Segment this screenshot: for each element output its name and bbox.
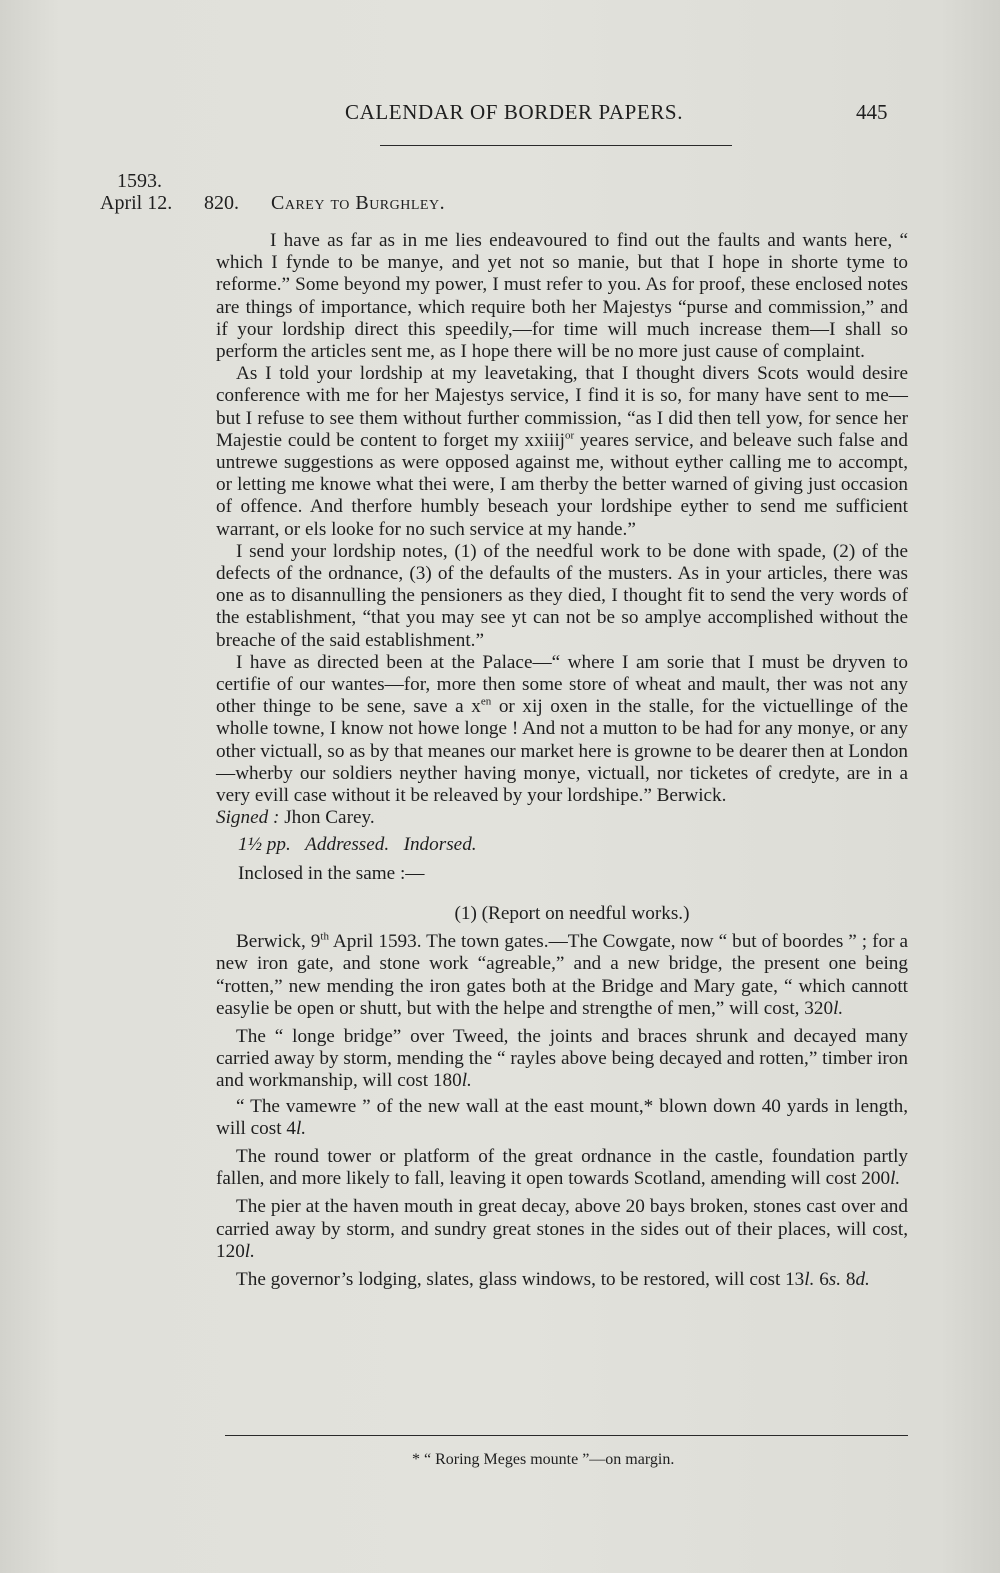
running-title: CALENDAR OF BORDER PAPERS. [345,100,684,124]
enclosure-heading: (1) (Report on needful works.) [454,902,690,924]
addressed-note: Addressed. [305,834,390,856]
enclosure-2-text: The “ longe bridge” over Tweed, the joints and braces shrunk and decayed many carried away by storm, mending the “ rayles above being decayed and rotten,” timber iron and workmanship, will cost 180 [216,1025,908,1092]
unit-pounds: l. [295,1117,307,1139]
unit-pounds: l. [244,1240,255,1262]
paragraph-4-text-a: I have as directed been at the Palace—“ where I am sorie that I must be dryven to certifie of our wantes—for, more then some store of wheat and mault, ther was not any other thinge to be sene, save a x [216,651,908,718]
unit-pounds: l. [804,1268,815,1290]
enclosed-note: Inclosed in the same :— [238,862,425,884]
unit-pounds: l. [890,1168,901,1190]
footnote: * “ Roring Meges mounte ”—on margin. [412,1451,675,1468]
paragraph-4-text-b: or xij oxen in the stalle, for the victuellinge of the wholle towne, I know not howe longe ! And not a mutton to be had for any monye, or any other victuall, so as by that meanes our market here is growne to be dearer then at London—wherby our soldiers neyther having monye, victuall, nor ticketes of credyte, are in a very evill case without it be releaved by your lordshipe.” Berwick. [216,696,908,807]
signed-label: Signed : [216,807,280,829]
entry-number: 820. [204,192,239,214]
paragraph-2-text-a: As I told your lordship at my leavetaking, that I thought divers Scots would desire conference with me for her Majestys service, I find it is so, for many have sent to me—but I refuse to see them without further commission, “as I did then tell yow, for sence her Majestie could be content to forget my xxiiij [216,363,908,451]
footnote-rule [225,1435,908,1436]
enclosure-3-text: “ The vamewre ” of the new wall at the east mount,* blown down 40 yards in length, will cost 4 [216,1095,908,1139]
paragraph-4 [216,652,908,830]
enclosure-5-text: The pier at the haven mouth in great decay, above 20 bays broken, stones cast over and carried away by storm, and sundry great stones in the sides out of their places, will cost, 120 [216,1196,908,1262]
enclosure-1-text-b: April 1593. The town gates.—The Cowgate, now “ but of boordes ” ; for a new iron gate, and stone work “agreable,” and a new bridge, the present one being “rotten,” new mending the iron gates both at the Bridge and Mary gate, “ which cannott easylie be open or shutt, but with the helpe and strengthe of men,” will cost, 320 [216,931,908,1019]
enclosure-paragraph-5 [216,1196,908,1263]
indorsed-note: Indorsed. [403,834,477,856]
superscript-th: th [320,930,329,943]
header-rule [380,145,732,146]
entry-date: April 12. [100,192,173,214]
paragraph-3: I send your lordship notes, (1) of the needful work to be done with spade, (2) of the defects of the ordnance, (3) of the defaults of the musters. As in your articles, there was one as to disannulling the pensioners as they died, I thought fit to send the very words of the establishment, “that you may see yt can not be so amplye accomplished without the breache of the said establishment.” [216,540,908,651]
entry-title: Carey to Burghley. [271,192,446,214]
amount-pence: 8 [841,1268,856,1290]
enclosure-1-text-a: Berwick, 9 [236,931,321,953]
paragraph-1: I have as far as in me lies endeavoured to find out the faults and wants here, “ which I fynde to be manye, and yet not so manie, but that I hope in shorte tyme to reforme.” Some beyond my power, I must refer to you. As for proof, these enclosed notes are things of importance, which require both her Majestys “purse and commission,” and if your lordship direct this speedily,—for time will much increase them—I shall so perform the articles sent me, as I hope there will be no more just cause of complaint. [216,230,908,363]
superscript-en: en [480,695,492,708]
paragraph-2-text-b: yeares service, and beleave such false and untrewe suggestions as were opposed against me, without eyther calling me to accompt, or letting me knowe what thei were, I am therby the better warned of giving just occasion of offence. And therfore humbly beseach your lordshipe eyther to send me sufficient warrant, or els looke for no such service at my hande.” [216,429,908,540]
unit-pounds: l. [461,1070,472,1092]
enclosure-paragraph-1 [216,931,908,1020]
unit-pounds: l. [833,997,844,1019]
entry-year: 1593. [117,170,162,192]
enclosure-paragraph-2 [216,1026,908,1093]
page-number: 445 [856,100,888,124]
unit-shillings: s. [828,1268,842,1290]
superscript-or: or [565,429,575,442]
amount-shillings: 6 [814,1268,829,1290]
enclosure-6-text: The governor’s lodging, slates, glass windows, to be restored, will cost 13 [236,1268,805,1290]
enclosure-paragraph-6 [216,1269,908,1291]
document-body [216,230,908,1291]
unit-pence: d. [855,1268,870,1290]
page-count: 1½ pp. [238,834,291,856]
enclosure-paragraph-4 [216,1146,908,1190]
enclosure-4-text: The round tower or platform of the great ordnance in the castle, foundation partly fallen, and more likely to fall, leaving it open towards Scotland, amending will cost 200 [216,1145,908,1190]
signed-name: Jhon Carey. [279,807,375,829]
paragraph-2 [216,363,908,541]
enclosure-paragraph-3 [216,1096,908,1140]
document-meta [238,834,908,856]
